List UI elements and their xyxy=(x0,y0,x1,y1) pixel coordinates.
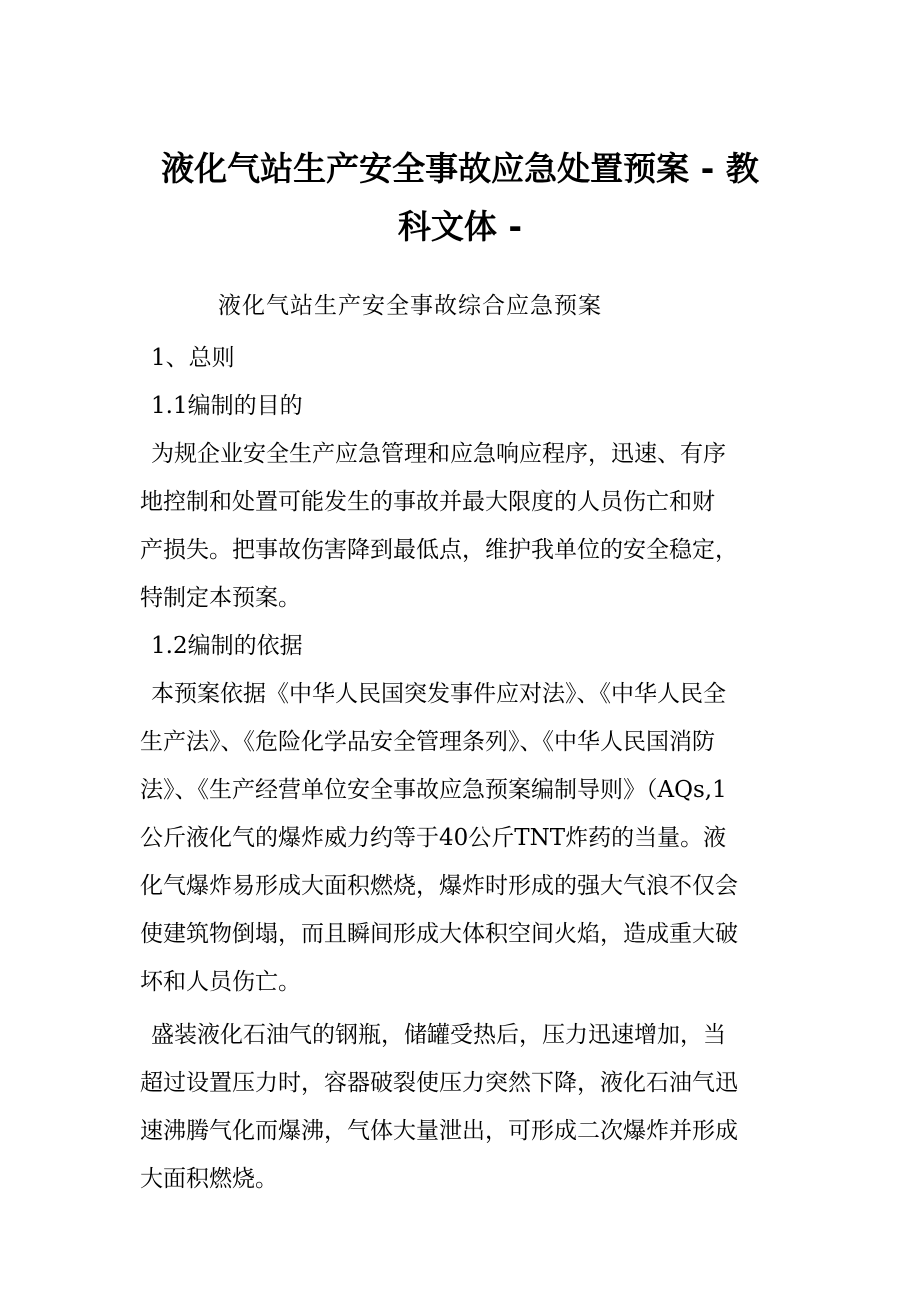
paragraph-line: 盛装液化石油气的钢瓶，储罐受热后，压力迅速增加，当 xyxy=(151,1022,726,1048)
paragraph-line: 使建筑物倒塌，而且瞬间形成大体积空间火焰，造成重大破 xyxy=(140,921,738,947)
paragraph-line: 法》、《生产经营单位安全事故应急预案编制导则》（AQs,1 xyxy=(140,777,727,803)
document-title xyxy=(120,140,800,256)
paragraph-line: 大面积燃烧。 xyxy=(140,1166,278,1192)
paragraph-line: 公斤液化气的爆炸威力约等于40公斤TNT炸药的当量。液 xyxy=(140,825,727,851)
document-subtitle: 液化气站生产安全事故综合应急预案 xyxy=(218,293,602,319)
paragraph-line: 速沸腾气化而爆沸，气体大量泄出，可形成二次爆炸并形成 xyxy=(140,1118,738,1144)
paragraph-line: 特制定本预案。 xyxy=(140,585,301,611)
paragraph-line: 地控制和处置可能发生的事故并最大限度的人员伤亡和财 xyxy=(140,489,715,515)
paragraph-line: 坏和人员伤亡。 xyxy=(140,969,301,995)
paragraph-line: 化气爆炸易形成大面积燃烧，爆炸时形成的强大气浪不仅会 xyxy=(140,873,738,899)
section-heading-general: 1、总则 xyxy=(151,345,235,371)
title-line-2: 科文体 - xyxy=(397,207,523,246)
paragraph-line: 超过设置压力时，容器破裂使压力突然下降，液化石油气迅 xyxy=(140,1070,738,1096)
paragraph-line: 产损失。把事故伤害降到最低点，维护我单位的安全稳定， xyxy=(140,537,738,563)
title-line-1: 液化气站生产安全事故应急处置预案 - 教 xyxy=(161,149,759,188)
section-heading-basis: 1.2编制的依据 xyxy=(151,633,303,659)
paragraph-line: 为规企业安全生产应急管理和应急响应程序，迅速、有序 xyxy=(151,441,726,467)
section-heading-purpose: 1.1编制的目的 xyxy=(151,393,303,419)
paragraph-line: 本预案依据《中华人民国突发事件应对法》、《中华人民全 xyxy=(151,681,726,707)
paragraph-line: 生产法》、《危险化学品安全管理条列》、《中华人民国消防 xyxy=(140,729,715,755)
